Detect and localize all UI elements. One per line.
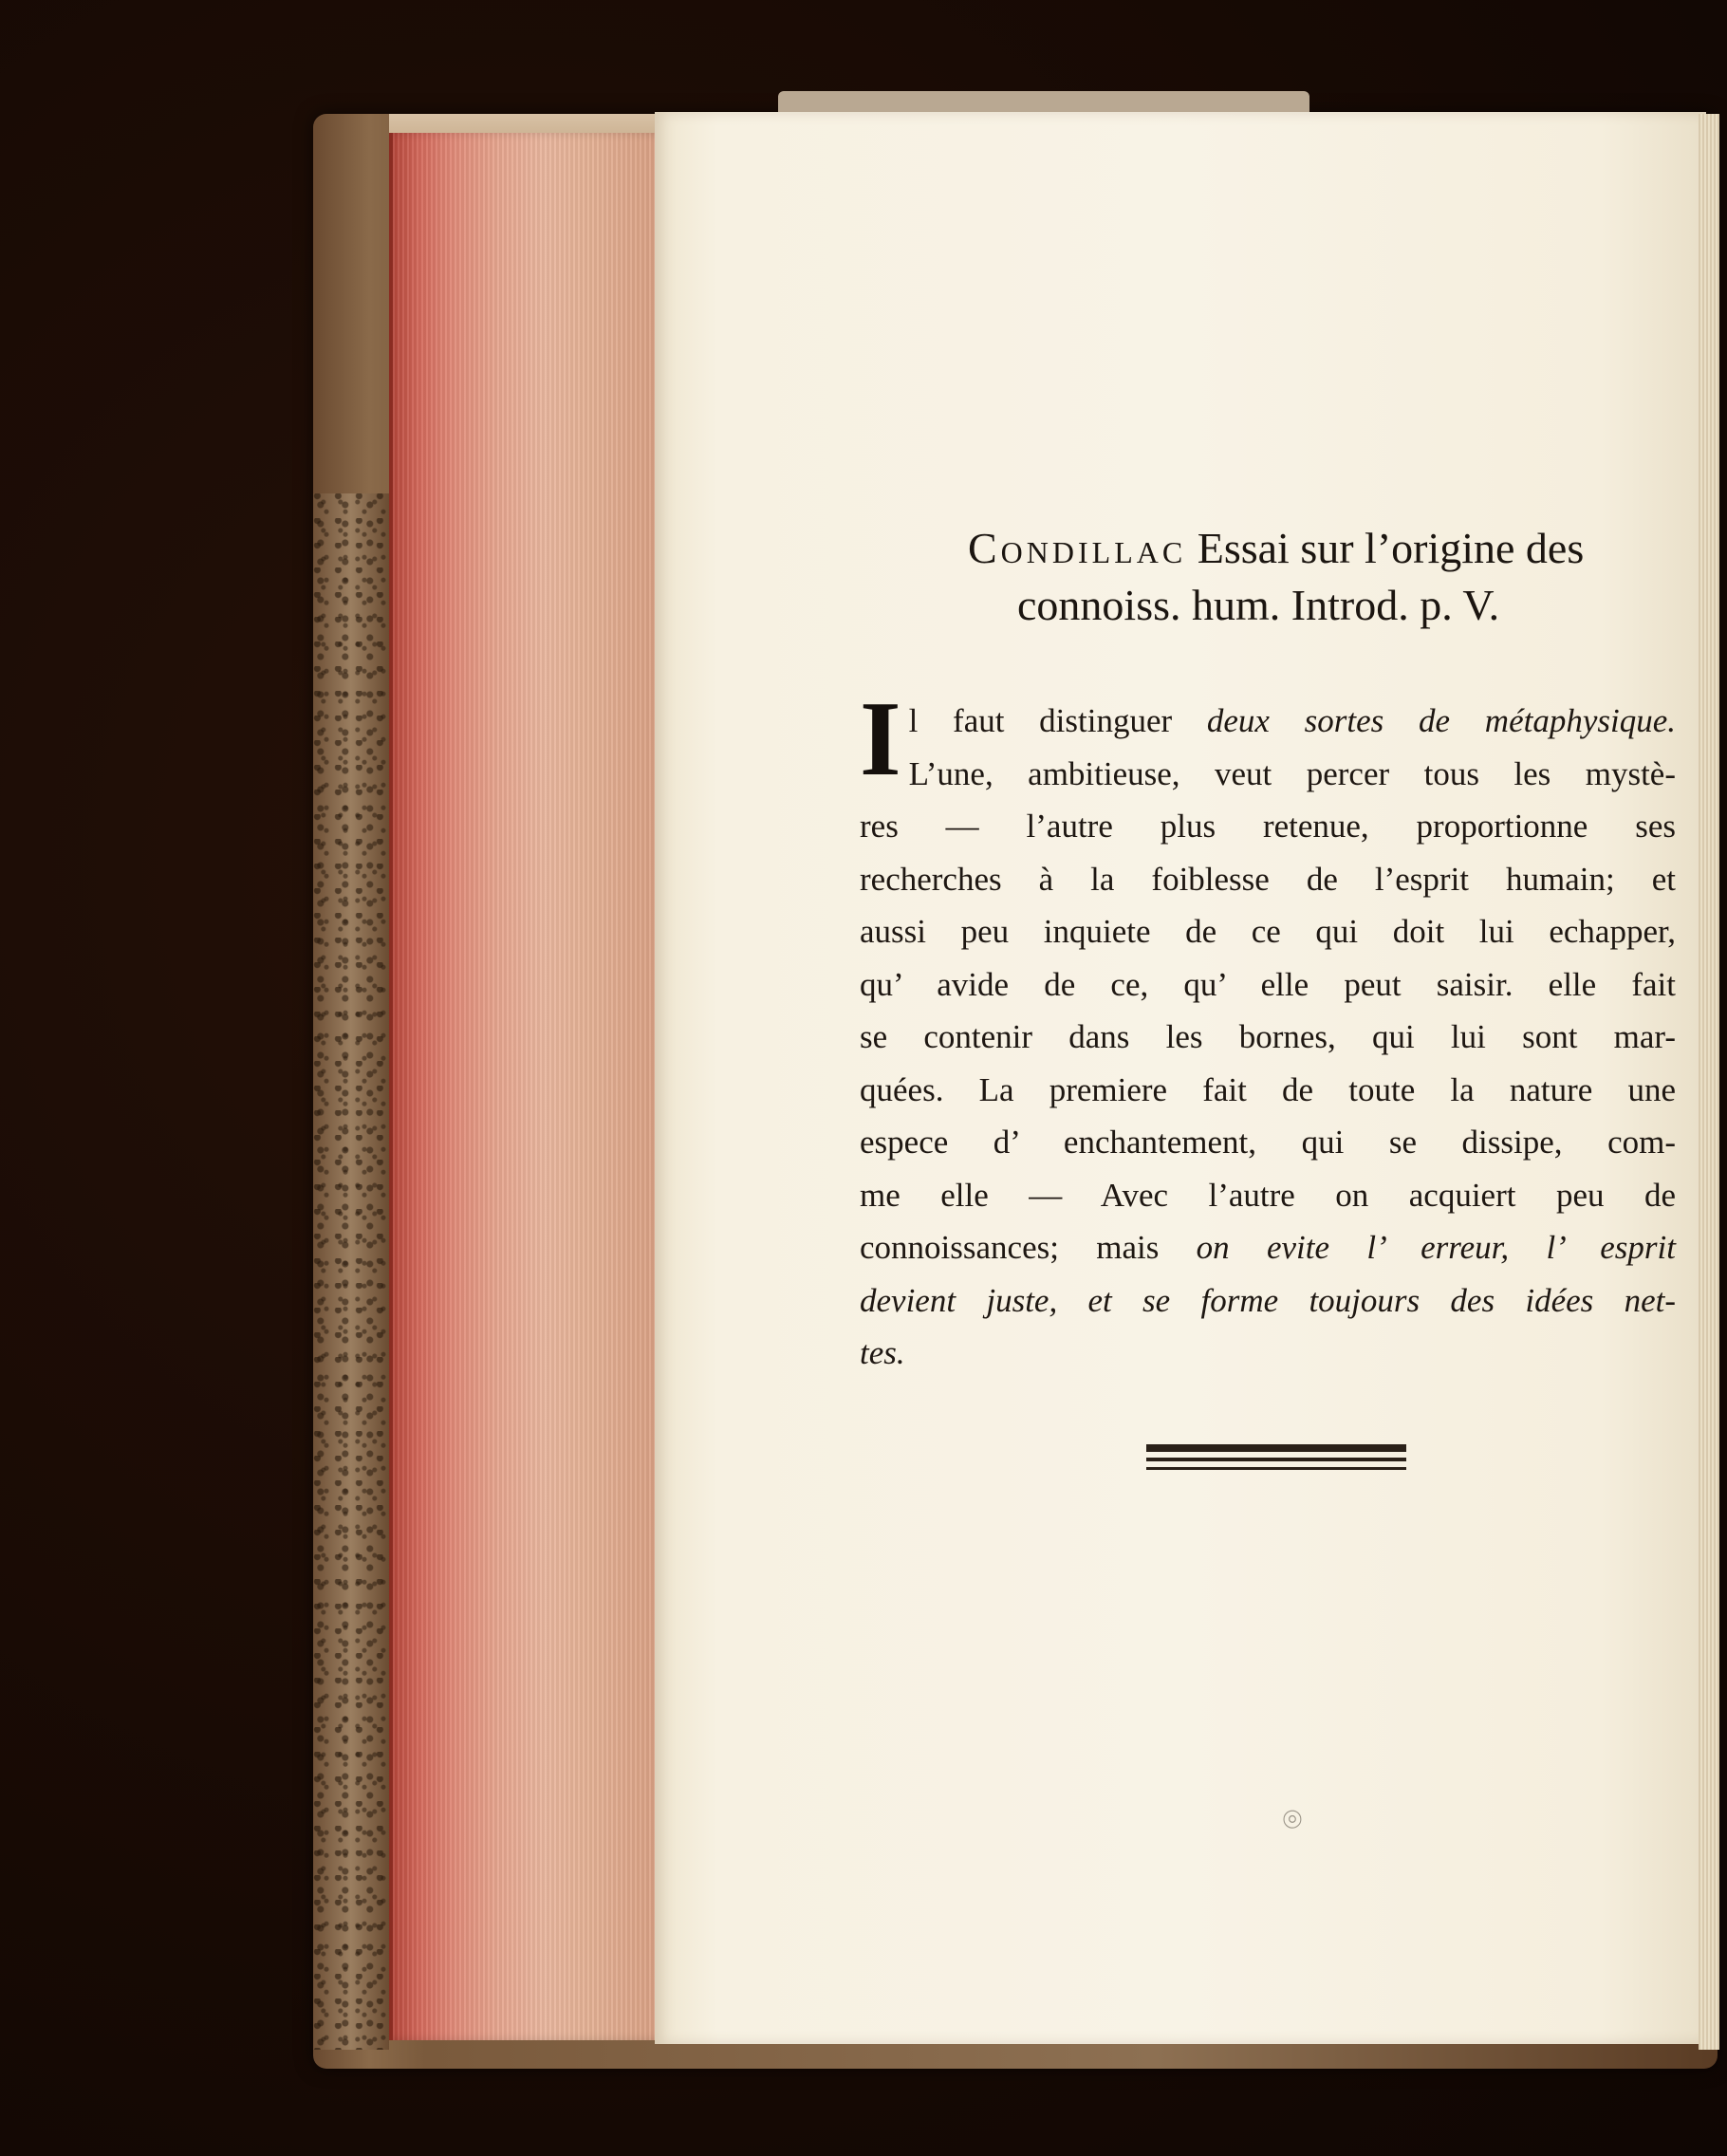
text-line-12: devient juste, et se forme toujours des idées net- — [860, 1281, 1676, 1319]
epigraph-heading — [968, 520, 1689, 634]
text-line-1-plain: l faut distinguer — [908, 702, 1207, 739]
heading-line-2: connoiss. hum. Introd. p. V. — [1017, 581, 1500, 629]
heading-title-part: Essai sur l’origine des — [1186, 524, 1585, 572]
text-line-13: tes. — [860, 1334, 905, 1371]
author-name: Condillac — [968, 524, 1187, 572]
text-line-9: espece d’ enchantement, qui se dissipe, com- — [860, 1124, 1676, 1161]
page-right-edge — [1699, 114, 1719, 2050]
quotation-text — [860, 680, 1676, 1380]
ornamental-rule — [1146, 1440, 1406, 1473]
ornament-middle-bar — [1146, 1458, 1406, 1461]
text-line-11 — [860, 1221, 1676, 1274]
ornament-thick-bar — [1146, 1444, 1406, 1452]
text-line-8: quées. La premiere fait de toute la nature une — [860, 1070, 1676, 1108]
ornament-thin-bar — [1146, 1467, 1406, 1470]
text-line-3: res — l’autre plus retenue, proportionne ses — [860, 808, 1676, 845]
marbled-spine — [313, 493, 389, 2050]
text-line-1-italic: deux sortes de métaphysique. — [1206, 702, 1676, 739]
red-page-edges — [389, 133, 668, 2040]
text-line-7: se contenir dans les bornes, qui lui sont mar- — [860, 1018, 1676, 1055]
text-line-5: aussi peu inquiete de ce qui doit lui echapper, — [860, 913, 1676, 950]
text-line-6: qu’ avide de ce, qu’ elle peut saisir. elle fait — [860, 965, 1676, 1003]
text-line-11-italic: on evite l’ erreur, l’ esprit — [1196, 1229, 1676, 1266]
text-line-4: recherches à la foiblesse de l’esprit humain; et — [860, 860, 1676, 898]
heading-line-1 — [968, 520, 1689, 577]
drop-cap: I — [860, 680, 901, 798]
text-line-2: L’une, ambitieuse, veut percer tous les mystè- — [908, 754, 1676, 792]
text-line-10: me elle — Avec l’autre on acquiert peu de — [860, 1176, 1676, 1214]
text-line-1 — [860, 695, 1676, 748]
text-line-11-plain: connoissances; mais — [860, 1229, 1197, 1266]
faint-stamp-mark: ⌾ — [1282, 1801, 1303, 1839]
